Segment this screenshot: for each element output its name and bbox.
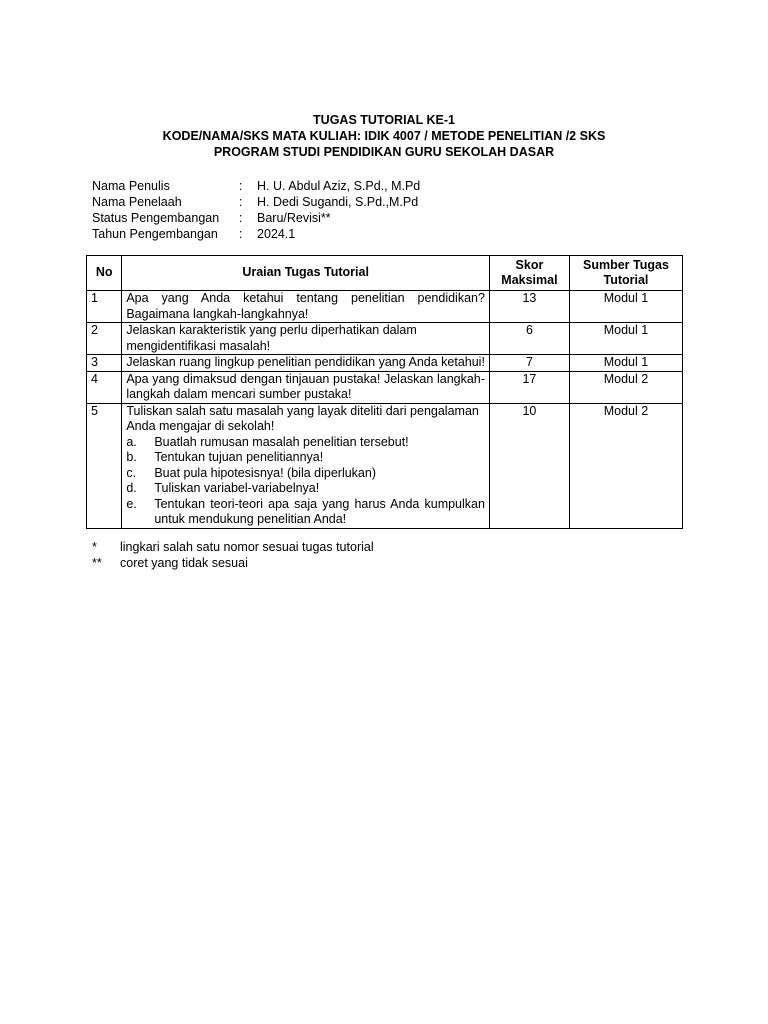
- row-source: Modul 2: [569, 371, 682, 403]
- header-course: KODE/NAMA/SKS MATA KULIAH: IDIK 4007 / METODE PENELITIAN /2 SKS: [162, 129, 606, 143]
- meta-row-year: [92, 226, 420, 242]
- task-table: [86, 255, 683, 529]
- row-no: 4: [87, 371, 122, 403]
- row-description: Apa yang Anda ketahui tentang penelitian pendidikan? Bagaimana langkah-langkahnya!: [122, 291, 490, 323]
- subitem: [126, 435, 485, 451]
- meta-label: Status Pengembangan: [92, 211, 220, 225]
- subitem-marker: b.: [126, 450, 137, 464]
- meta-value: H. U. Abdul Aziz, S.Pd., M.Pd: [257, 179, 421, 193]
- meta-label: Tahun Pengembangan: [92, 227, 218, 241]
- footnote: [92, 555, 374, 571]
- row-description: [122, 403, 490, 528]
- footnotes: [92, 539, 374, 571]
- row-score: 6: [489, 323, 569, 355]
- meta-value: 2024.1: [257, 227, 296, 241]
- subitem-marker: c.: [126, 465, 137, 480]
- header-score: Skor Maksimal: [489, 256, 569, 291]
- footnote-marker: *: [92, 540, 97, 554]
- meta-colon: :: [239, 195, 243, 209]
- table-header-row: [87, 256, 683, 291]
- row-source: Modul 1: [569, 291, 682, 323]
- header-no: No: [87, 256, 122, 291]
- meta-row-status: [92, 210, 420, 226]
- table-row: [87, 323, 683, 355]
- subitem-marker: e.: [126, 496, 137, 511]
- meta-value: H. Dedi Sugandi, S.Pd.,M.Pd: [257, 195, 419, 209]
- row-score: 7: [489, 355, 569, 372]
- table-row: [87, 403, 683, 528]
- meta-colon: :: [239, 179, 243, 193]
- meta-value: Baru/Revisi**: [257, 211, 331, 225]
- row-no: 2: [87, 323, 122, 355]
- subitem-marker: d.: [126, 481, 137, 495]
- footnote: [92, 539, 374, 555]
- subitem: [126, 497, 485, 528]
- meta-info: [92, 178, 420, 242]
- table-row: [87, 355, 683, 372]
- subitem-text: Tentukan teori-teori apa saja yang harus Anda kumpulkan untuk mendukung penelitian Anda!: [154, 496, 485, 526]
- header-title: TUGAS TUTORIAL KE-1: [313, 113, 455, 127]
- meta-label: Nama Penelaah: [92, 195, 182, 209]
- row-score: 17: [489, 371, 569, 403]
- row-source: Modul 2: [569, 403, 682, 528]
- row-no: 3: [87, 355, 122, 372]
- row-description: Apa yang dimaksud dengan tinjauan pustaka! Jelaskan langkah-langkah dalam mencari sumber pustaka!: [122, 371, 490, 403]
- subitem: [126, 466, 485, 482]
- header-program: PROGRAM STUDI PENDIDIKAN GURU SEKOLAH DASAR: [213, 145, 555, 159]
- subitem-text: Buatlah rumusan masalah penelitian tersebut!: [154, 434, 409, 449]
- header-source: Sumber Tugas Tutorial: [569, 256, 682, 291]
- footnote-marker: **: [92, 556, 102, 570]
- subitem-text: Tentukan tujuan penelitiannya!: [154, 450, 324, 464]
- meta-row-reviewer: [92, 194, 420, 210]
- meta-colon: :: [239, 227, 243, 241]
- meta-row-author: [92, 178, 420, 194]
- row-description: Jelaskan ruang lingkup penelitian pendidikan yang Anda ketahui!: [122, 355, 490, 372]
- table-row: [87, 371, 683, 403]
- footnote-text: lingkari salah satu nomor sesuai tugas tutorial: [120, 540, 374, 554]
- row-no: 1: [87, 291, 122, 323]
- row-no: 5: [87, 403, 122, 528]
- meta-label: Nama Penulis: [92, 179, 170, 193]
- subitem-text: Tuliskan variabel-variabelnya!: [154, 481, 320, 495]
- row-source: Modul 1: [569, 323, 682, 355]
- subitem: [126, 481, 485, 497]
- footnote-text: coret yang tidak sesuai: [120, 556, 248, 570]
- row-description: Jelaskan karakteristik yang perlu diperhatikan dalam mengidentifikasi masalah!: [122, 323, 490, 355]
- row-score: 13: [489, 291, 569, 323]
- subitem-text: Buat pula hipotesisnya! (bila diperlukan): [154, 465, 376, 480]
- row-source: Modul 1: [569, 355, 682, 372]
- document-header: [0, 112, 768, 160]
- subitem-marker: a.: [126, 434, 137, 449]
- table-row: [87, 291, 683, 323]
- task-prompt: Tuliskan salah satu masalah yang layak diteliti dari pengalaman Anda mengajar di sekolah!: [126, 403, 479, 433]
- subitem: [126, 450, 485, 466]
- meta-colon: :: [239, 211, 243, 225]
- header-description: Uraian Tugas Tutorial: [122, 256, 490, 291]
- row-score: 10: [489, 403, 569, 528]
